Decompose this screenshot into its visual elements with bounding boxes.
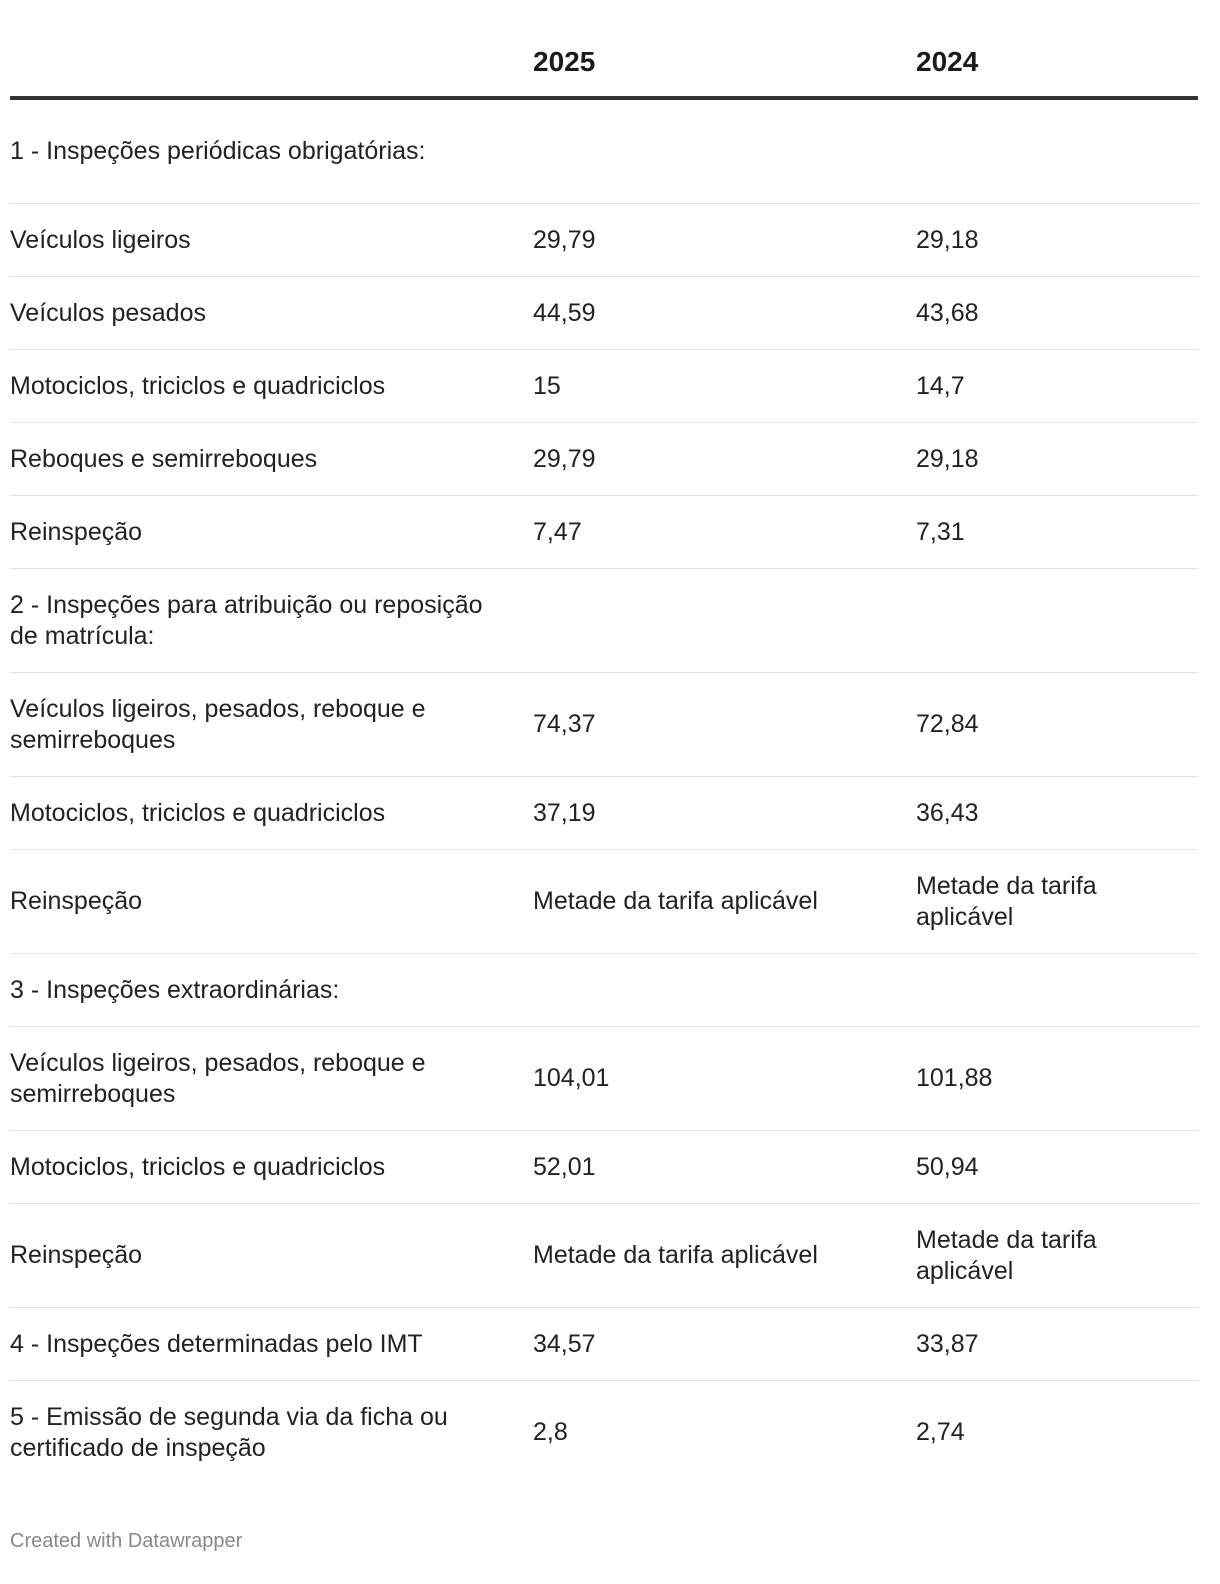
row-label-text: Veículos ligeiros, pesados, reboque e semirreboques [10, 1048, 426, 1108]
row-label-text: Reinspeção [10, 887, 143, 915]
row-label [10, 1204, 533, 1308]
value-2025 [533, 777, 916, 850]
value-2025-text: 29,79 [533, 444, 596, 473]
value-2025 [533, 350, 916, 423]
table-row [10, 850, 1198, 954]
row-label-text: Reboques e semirreboques [10, 444, 318, 473]
row-label-text: Motociclos, triciclos e quadriciclos [10, 371, 386, 400]
row-label-text: Veículos pesados [10, 298, 206, 327]
value-2025-text: 7,47 [533, 517, 582, 546]
value-2024 [916, 204, 1198, 277]
value-2024-text: Metade da tarifa aplicável [916, 1225, 1097, 1285]
table-row [10, 1204, 1198, 1308]
row-label [10, 98, 533, 204]
value-2025-text: Metade da tarifa aplicável [533, 887, 818, 915]
row-label [10, 673, 533, 777]
value-2024-text: 72,84 [916, 710, 979, 738]
table-row [10, 423, 1198, 496]
table-row [10, 350, 1198, 423]
row-label-text: Reinspeção [10, 517, 143, 546]
row-label-text: 5 - Emissão de segunda via da ficha ou certificado de inspeção [10, 1402, 448, 1462]
row-label [10, 954, 533, 1027]
value-2025-text: 104,01 [533, 1064, 610, 1092]
column-header-2025[interactable]: 2025 [533, 0, 916, 98]
value-2025 [533, 1381, 916, 1485]
table-row [10, 954, 1198, 1027]
value-2024 [916, 1381, 1198, 1485]
value-2024-text: 43,68 [916, 298, 979, 327]
row-label-text: 2 - Inspeções para atribuição ou reposição de matrícula: [10, 590, 483, 650]
row-label [10, 569, 533, 673]
value-2024 [916, 1027, 1198, 1131]
table-row [10, 1027, 1198, 1131]
row-label [10, 777, 533, 850]
table-row [10, 1131, 1198, 1204]
table-header-row [10, 0, 1198, 98]
row-label-text: Veículos ligeiros [10, 225, 191, 254]
value-2024 [916, 777, 1198, 850]
value-2025-text: 74,37 [533, 710, 596, 738]
value-2024-text: 2,74 [916, 1418, 965, 1446]
row-label [10, 204, 533, 277]
row-label [10, 850, 533, 954]
table-row [10, 496, 1198, 569]
value-2025 [533, 569, 916, 673]
value-2024-text: 29,18 [916, 444, 979, 473]
value-2024 [916, 496, 1198, 569]
row-label [10, 1027, 533, 1131]
value-2025 [533, 1204, 916, 1308]
value-2025-text: 2,8 [533, 1418, 568, 1446]
value-2025 [533, 1131, 916, 1204]
value-2024 [916, 850, 1198, 954]
row-label-text: Motociclos, triciclos e quadriciclos [10, 1152, 386, 1181]
table-row [10, 98, 1198, 204]
value-2024 [916, 1131, 1198, 1204]
value-2025 [533, 673, 916, 777]
value-2025-text: Metade da tarifa aplicável [533, 1241, 818, 1269]
value-2025 [533, 423, 916, 496]
value-2025 [533, 1027, 916, 1131]
value-2024 [916, 1204, 1198, 1308]
row-label-text: 1 - Inspeções periódicas obrigatórias: [10, 137, 426, 165]
column-header-label[interactable] [10, 0, 533, 98]
value-2024 [916, 954, 1198, 1027]
value-2025-text: 34,57 [533, 1329, 596, 1358]
value-2025 [533, 496, 916, 569]
value-2025-text: 29,79 [533, 225, 596, 254]
row-label [10, 496, 533, 569]
column-header-2024[interactable]: 2024 [916, 0, 1198, 98]
table-row [10, 777, 1198, 850]
value-2024-text: 101,88 [916, 1064, 993, 1092]
value-2024-text: 33,87 [916, 1329, 979, 1358]
value-2024-text: 29,18 [916, 225, 979, 254]
value-2024 [916, 1308, 1198, 1381]
row-label-text: 3 - Inspeções extraordinárias: [10, 975, 340, 1004]
value-2024 [916, 673, 1198, 777]
inspection-fees-table [10, 0, 1198, 1484]
value-2025-text: 37,19 [533, 798, 596, 827]
value-2025-text: 44,59 [533, 298, 596, 327]
table-row [10, 673, 1198, 777]
value-2024-text: Metade da tarifa aplicável [916, 871, 1097, 931]
row-label [10, 350, 533, 423]
value-2024-text: 36,43 [916, 798, 979, 827]
data-table-container [10, 0, 1198, 1484]
value-2025 [533, 98, 916, 204]
value-2025 [533, 1308, 916, 1381]
value-2025 [533, 954, 916, 1027]
row-label [10, 423, 533, 496]
value-2025-text: 15 [533, 371, 561, 400]
value-2024-text: 50,94 [916, 1152, 979, 1181]
row-label [10, 1308, 533, 1381]
value-2025 [533, 850, 916, 954]
table-row [10, 569, 1198, 673]
value-2025 [533, 204, 916, 277]
value-2024 [916, 350, 1198, 423]
row-label-text: 4 - Inspeções determinadas pelo IMT [10, 1329, 423, 1358]
table-row [10, 1308, 1198, 1381]
datawrapper-credit[interactable]: Created with Datawrapper [10, 1530, 243, 1552]
row-label [10, 1381, 533, 1485]
table-body [10, 98, 1198, 1484]
table-row [10, 204, 1198, 277]
row-label-text: Veículos ligeiros, pesados, reboque e semirreboques [10, 694, 426, 754]
table-row [10, 277, 1198, 350]
row-label [10, 277, 533, 350]
value-2025-text: 52,01 [533, 1152, 596, 1181]
row-label-text: Reinspeção [10, 1241, 143, 1269]
value-2024 [916, 98, 1198, 204]
value-2025 [533, 277, 916, 350]
value-2024 [916, 277, 1198, 350]
row-label-text: Motociclos, triciclos e quadriciclos [10, 798, 386, 827]
value-2024 [916, 423, 1198, 496]
value-2024-text: 7,31 [916, 517, 965, 546]
value-2024 [916, 569, 1198, 673]
value-2024-text: 14,7 [916, 371, 965, 400]
table-row [10, 1381, 1198, 1485]
row-label [10, 1131, 533, 1204]
